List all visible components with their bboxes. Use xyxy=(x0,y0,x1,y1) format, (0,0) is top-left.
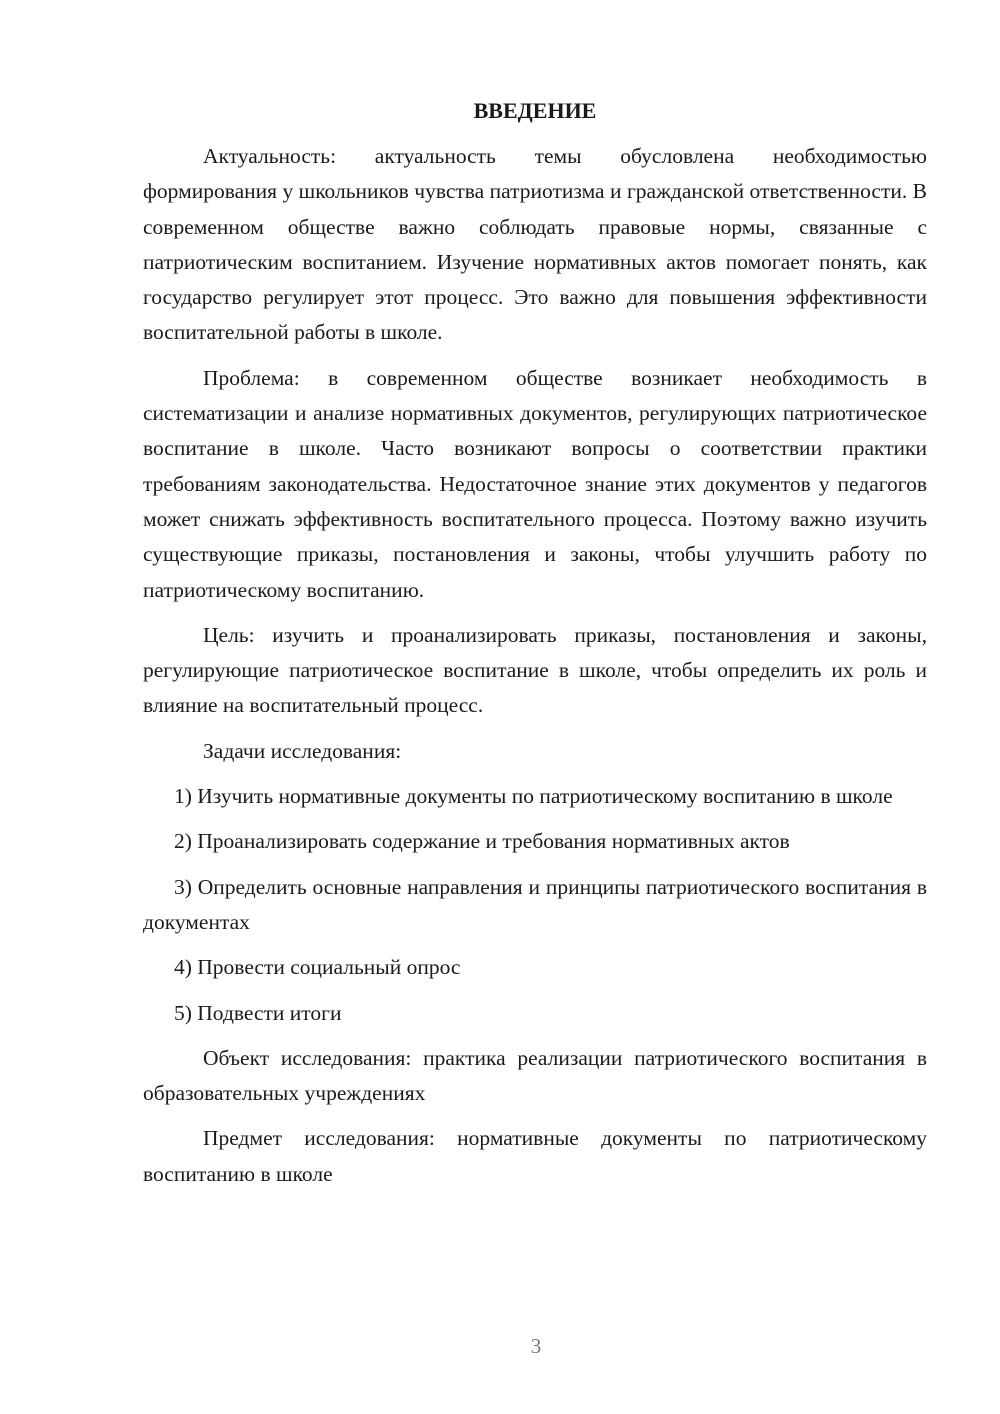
task-item: 3) Определить основные направления и принципы патриотического воспитания в документах xyxy=(143,874,927,934)
task-item: 5) Подвести итоги xyxy=(174,1000,342,1025)
tasks-heading: Задачи исследования: xyxy=(203,738,402,763)
paragraph-relevance: Актуальность: актуальность темы обусловлена необходимостью формирования у школьников чувства патриотизма и гражданской ответственности. В современном обществе важно соблюдать правовые нормы, связанные с патриотическим воспитанием. Изучение нормативных актов помогает понять, как государство регулирует этот процесс. Это важно для повышения эффективности воспитательной работы в школе. xyxy=(143,144,927,345)
task-item: 2) Проанализировать содержание и требования нормативных актов xyxy=(174,829,790,854)
paragraph-subject: Предмет исследования: нормативные документы по патриотическому воспитанию в школе xyxy=(143,1126,927,1186)
task-item: 1) Изучить нормативные документы по патриотическому воспитанию в школе xyxy=(174,784,893,809)
paragraph-object: Объект исследования: практика реализации патриотического воспитания в образовательных учреждениях xyxy=(143,1045,927,1106)
section-title: ВВЕДЕНИЕ xyxy=(473,98,597,123)
page-content xyxy=(143,96,927,1202)
page-number: 3 xyxy=(530,1334,542,1358)
task-item: 4) Провести социальный опрос xyxy=(174,955,461,980)
paragraph-goal: Цель: изучить и проанализировать приказы, постановления и законы, регулирующие патриотическое воспитание в школе, чтобы определить их роль и влияние на воспитательный процесс. xyxy=(143,622,927,718)
paragraph-problem: Проблема: в современном обществе возникает необходимость в систематизации и анализе нормативных документов, регулирующих патриотическое воспитание в школе. Часто возникают вопросы о соответствии практики требованиям законодательства. Недостаточное знание этих документов у педагогов может снижать эффективность воспитательного процесса. Поэтому важно изучить существующие приказы, постановления и законы, чтобы улучшить работу по патриотическому воспитанию. xyxy=(143,365,927,602)
